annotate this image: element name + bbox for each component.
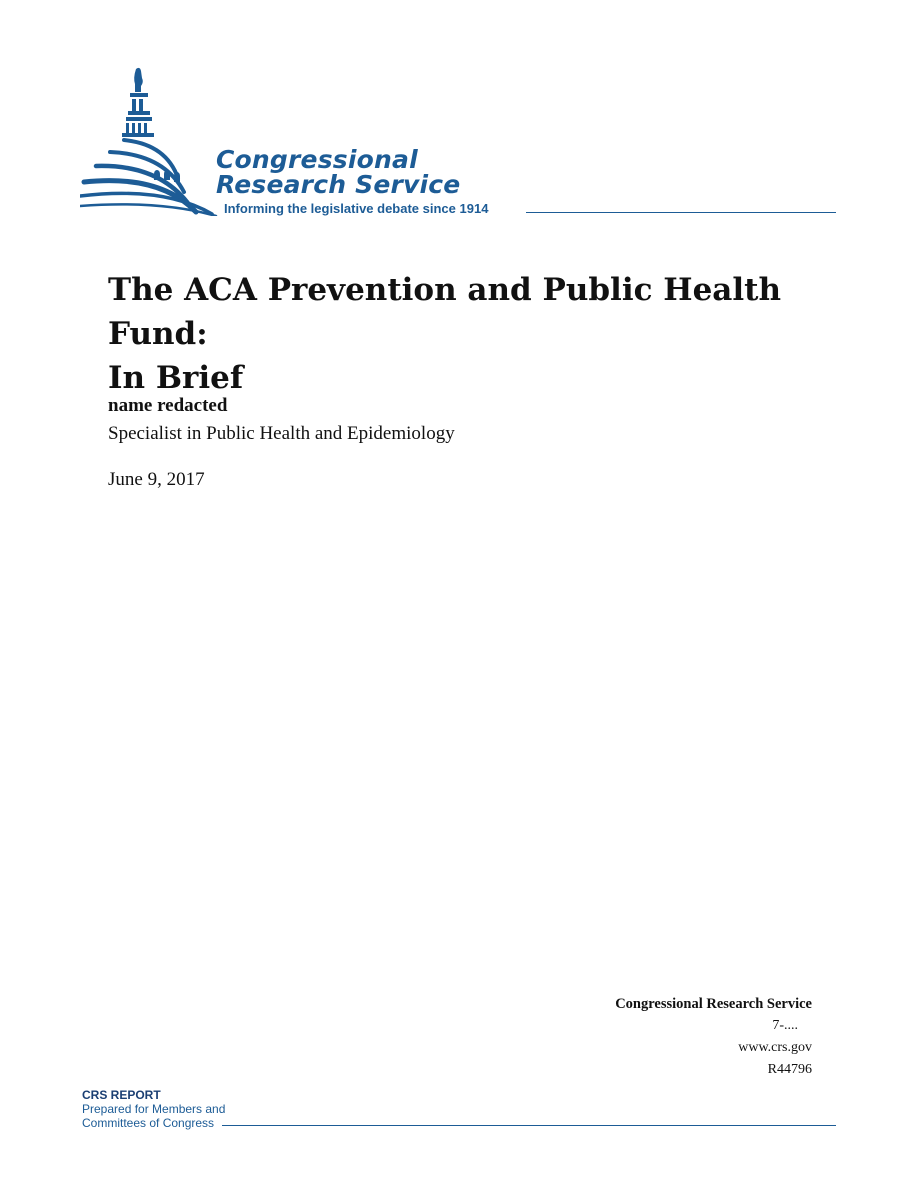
publisher-org: Congressional Research Service bbox=[615, 996, 812, 1012]
footer-block bbox=[82, 1088, 225, 1130]
publisher-info bbox=[615, 993, 812, 1081]
capitol-dome-icon bbox=[80, 66, 220, 216]
document-title-line1: The ACA Prevention and Public Health Fund: bbox=[108, 272, 782, 352]
footer-line2: Committees of Congress bbox=[82, 1116, 215, 1130]
logo-text-congressional: Congressional bbox=[216, 145, 418, 174]
author-name: name redacted bbox=[108, 395, 228, 416]
footer-report-label: CRS REPORT bbox=[82, 1088, 161, 1102]
footer-line1: Prepared for Members and bbox=[82, 1102, 226, 1116]
header-divider bbox=[526, 212, 836, 213]
footer-divider bbox=[222, 1125, 836, 1126]
document-title-line2: In Brief bbox=[108, 360, 244, 396]
publisher-phone: 7-.... bbox=[772, 1018, 798, 1033]
document-title bbox=[108, 268, 848, 400]
report-number: R44796 bbox=[767, 1062, 812, 1077]
logo-tagline: Informing the legislative debate since 1914 bbox=[224, 201, 489, 216]
logo-text-research-service: Research Service bbox=[216, 170, 461, 199]
report-date: June 9, 2017 bbox=[108, 469, 205, 490]
author-role: Specialist in Public Health and Epidemiology bbox=[108, 423, 455, 444]
publisher-website: www.crs.gov bbox=[738, 1040, 812, 1055]
